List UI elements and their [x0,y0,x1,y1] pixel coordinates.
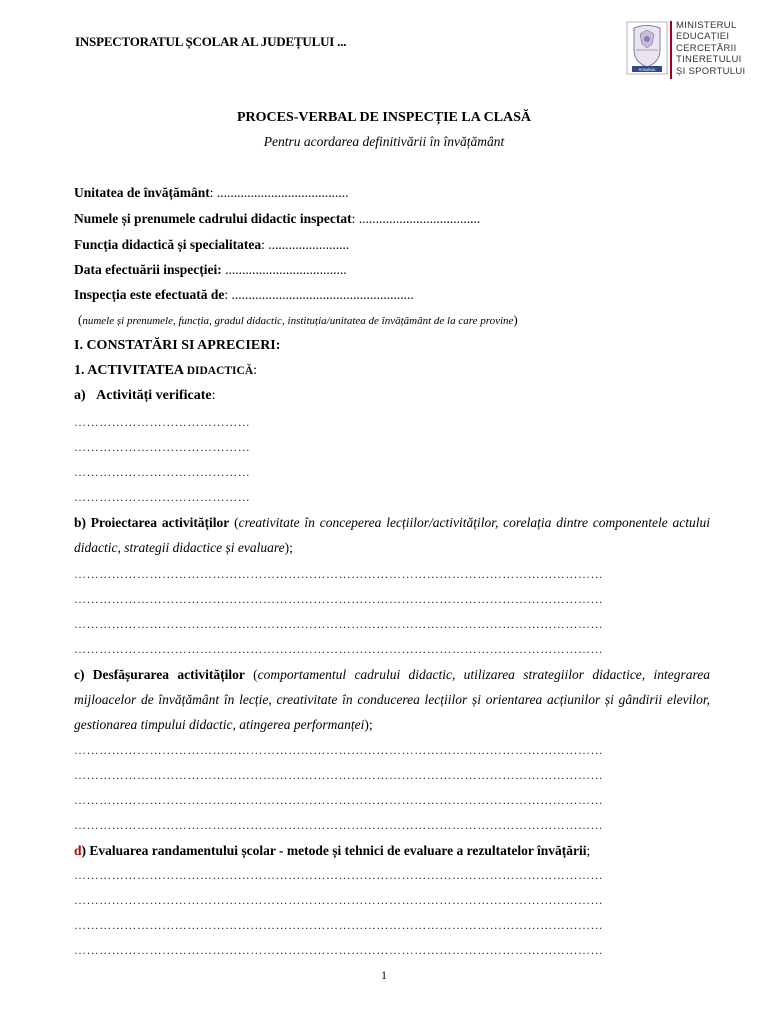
field-blank: ........................ [268,237,350,252]
field-label: Funcția didactică și specialitatea [74,237,262,252]
field-inspection-date [74,262,347,278]
field-label: Inspecția este efectuată de [74,287,225,302]
blank-line: ……………………………………………………………………………………………………………… [74,918,604,932]
section-d-evaluation: d) Evaluarea randamentului școlar - metode și tehnici de evaluare a rezultatelor învățării; [74,843,591,858]
blank-line: …………………………………… [74,465,251,479]
blank-line: …………………………………… [74,490,251,504]
ministry-line-1: MINISTERUL [676,20,737,31]
ministry-logo [624,20,764,82]
blank-line: ……………………………………………………………………………………………………………… [74,642,604,656]
inspectorate-header: INSPECTORATUL ȘCOLAR AL JUDEȚULUI ... [75,34,347,49]
blank-line: ……………………………………………………………………………………………………………… [74,743,604,757]
ministry-name [676,20,745,77]
crest-banner-text: ROMÂNIA [638,68,656,72]
ministry-line-2: EDUCAȚIEI [676,31,730,43]
field-function: Funcția didactică și specialitatea: ........................ [74,237,350,252]
field-label: Numele și prenumele cadrului didactic inspectat [74,211,352,226]
section-findings: I. CONSTATĂRI SI APRECIERI: [74,338,281,353]
field-label: Unitatea de învățământ [74,185,210,200]
blank-line: ……………………………………………………………………………………………………………… [74,893,604,907]
field-teacher-name: Numele și prenumele cadrului didactic inspectat: .................................... [74,211,481,226]
section-a-verified-activities: a) Activități verificate: [74,388,216,403]
field-school-unit: Unitatea de învățământ: ....................................... [74,185,349,200]
section-didactic-activity: 1. ACTIVITATEA DIDACTICĂ: [74,363,258,378]
field-label: Data efectuării inspecției: [74,262,222,277]
logo-divider [670,21,672,79]
blank-line: ……………………………………………………………………………………………………………… [74,617,604,631]
section-b-planning: b) Proiectarea activităților (creativitate în conceperea lecțiilor/activităților, corelația dintre componentele actului didactic, strategii didactice și evaluare); [74,515,711,555]
blank-line: ……………………………………………………………………………………………………………… [74,567,604,581]
note-text: numele și prenumele, funcția, gradul didactic, instituția/unitatea de învățământ de la care provine [82,315,514,327]
blank-line: ……………………………………………………………………………………………………………… [74,793,604,807]
blank-line: ……………………………………………………………………………………………………………… [74,943,604,957]
field-blank: .................................... [225,262,347,277]
field-inspector: Inspecția este efectuată de: ...................................................... [74,287,414,302]
document-subtitle: Pentru acordarea definitivării în învățământ [263,134,505,149]
field-blank: ...................................................... [231,287,414,302]
blank-line: ……………………………………………………………………………………………………………… [74,768,604,782]
field-blank: ....................................... [216,185,349,200]
section-c-delivery: c) Desfășurarea activităților (comportamentul cadrului didactic, utilizarea strategiilor didactice, integrarea mijloacelor de învățământ în lecție, creativitate în conducerea lecțiilor și orientarea acțiunilor și gândirii elevilor, gestionarea timpului didactic, atingerea performanței); [74,667,710,732]
inspector-note: (numele și prenumele, funcția, gradul didactic, instituția/unitatea de învățământ de la care provine) [78,312,518,327]
blank-line: ……………………………………………………………………………………………………………… [74,818,604,832]
blank-line: ……………………………………………………………………………………………………………… [74,868,604,882]
blank-line: …………………………………… [74,415,251,429]
document-title: PROCES-VERBAL DE INSPECȚIE LA CLASĂ [236,110,532,125]
page-number: 1 [381,968,387,982]
crest-icon [626,20,668,76]
blank-line: ……………………………………………………………………………………………………………… [74,592,604,606]
ministry-line-4: TINERETULUI [676,54,742,66]
ministry-line-3: CERCETĂRII [676,42,737,54]
ministry-line-5: ȘI SPORTULUI [676,65,746,77]
blank-line: …………………………………… [74,440,251,454]
field-blank: .................................... [358,211,481,226]
